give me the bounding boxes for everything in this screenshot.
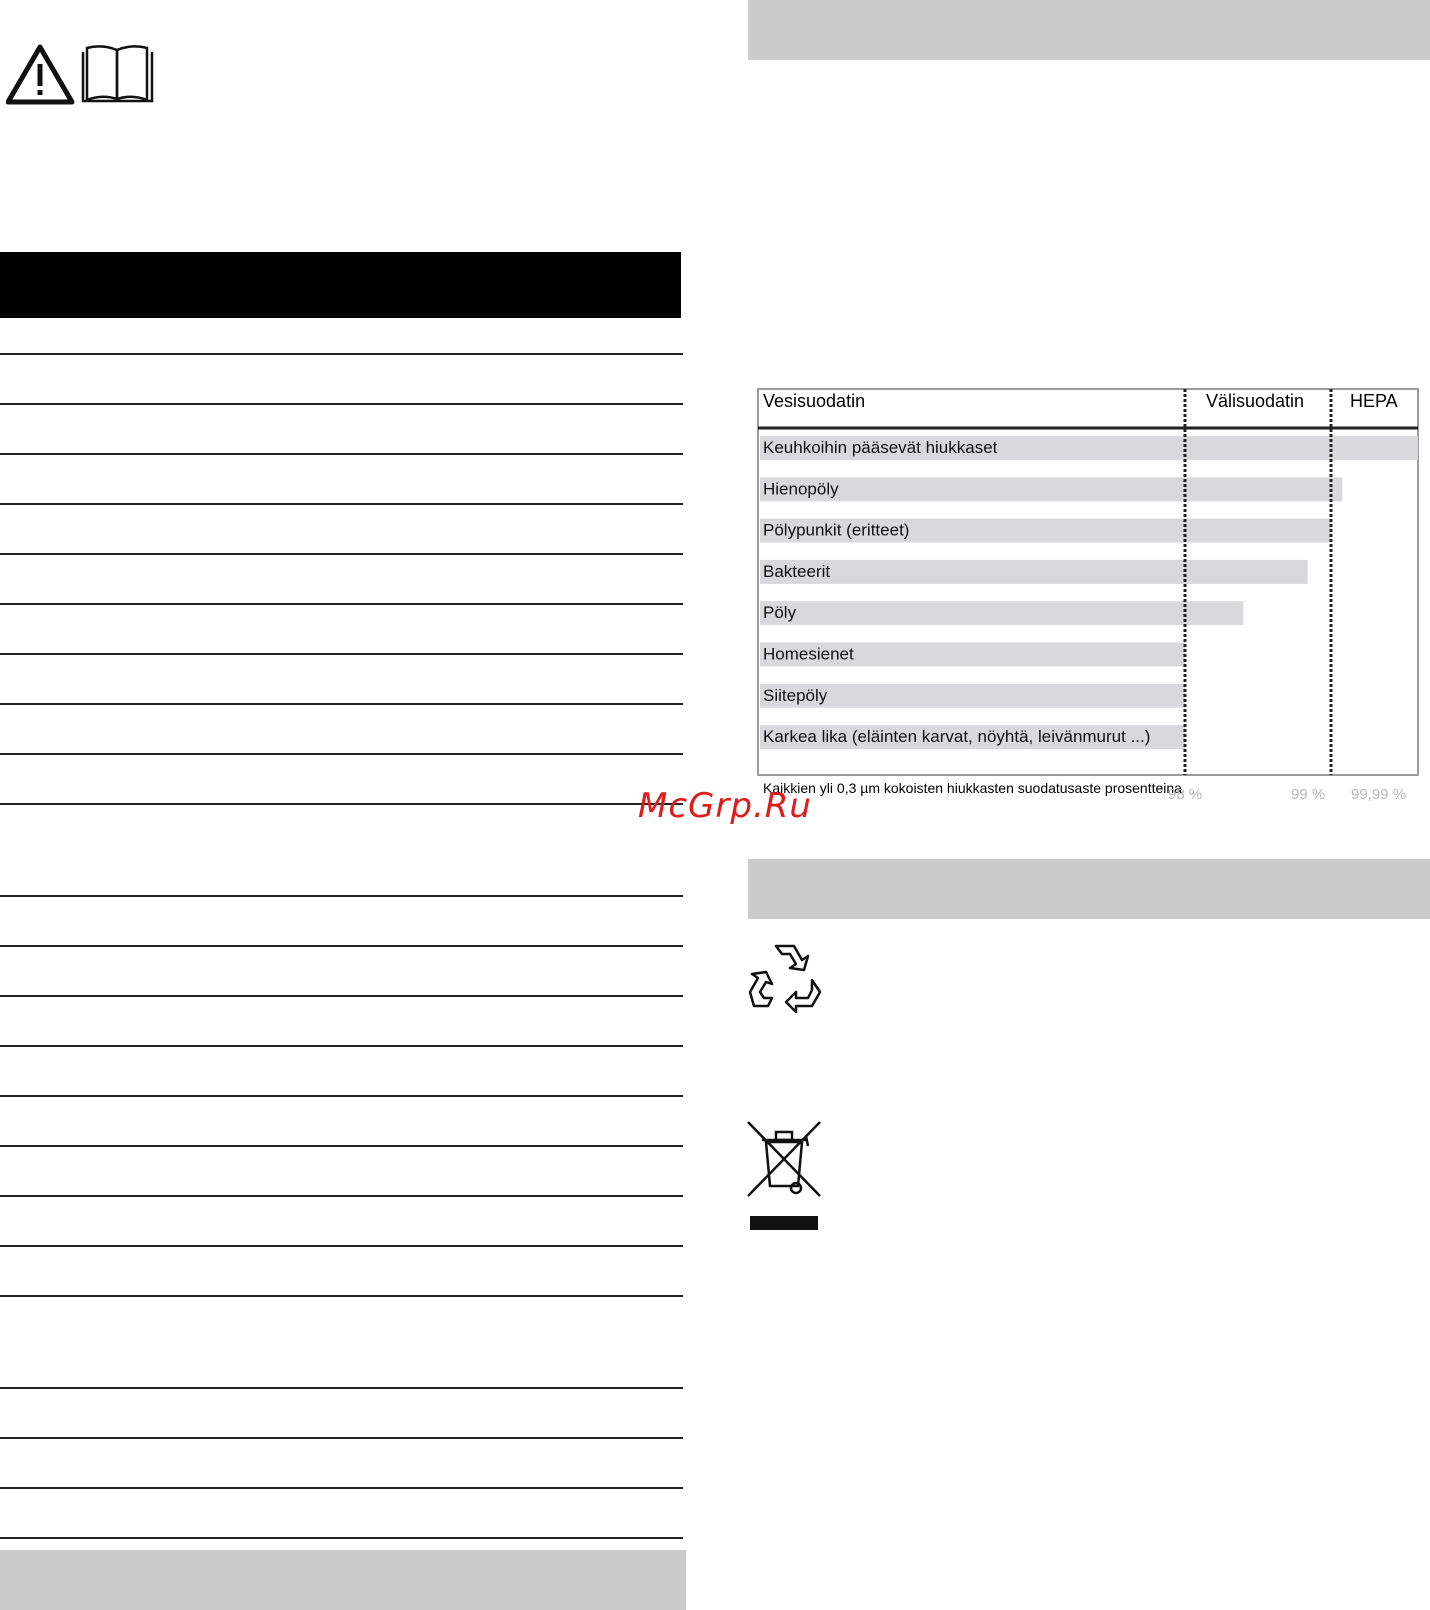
table-rule [0,1295,683,1297]
read-manual-book-icon [83,46,152,101]
column-header-hepa: HEPA [1350,391,1398,411]
table-rule [0,553,683,555]
table-rule [0,603,683,605]
weee-bin-icon [746,1120,824,1232]
table-rule [0,753,683,755]
table-rule [0,895,683,897]
warning-manual-icons [6,44,156,106]
table-rule [0,1537,683,1539]
table-rule [0,503,683,505]
table-rule [0,803,683,805]
watermark: McGrp.Ru [638,786,812,826]
chart-footnote-text: Kaikkien yli 0,3 µm kokoisten hiukkasten suodatusaste prosentteina [763,780,1182,796]
table-rule [0,1487,683,1489]
category-label-6: Homesienet [763,644,854,664]
category-label-7: Siitepöly [763,685,828,705]
category-label-1: Keuhkoihin pääsevät hiukkaset [763,438,998,457]
column-header-middle-filter: Välisuodatin [1206,391,1305,411]
table-rule [0,453,683,455]
table-rule [0,1195,683,1197]
bar-4 [760,560,1308,584]
category-label-5: Pöly [763,603,797,623]
warning-triangle-icon [8,47,72,102]
recycle-icon [748,940,822,1014]
table-rule [0,353,683,355]
category-label-3: Pölypunkit (eritteet) [763,520,910,540]
table-rule [0,945,683,947]
table-rule [0,403,683,405]
section-band-middle [748,859,1430,919]
table-rule [0,703,683,705]
weee-bar [750,1216,818,1230]
bar-2 [760,477,1342,501]
column-header-water-filter: Vesisuodatin [763,391,866,411]
footer-band [0,1550,686,1610]
table-rule [0,1045,683,1047]
percent-label-water: 98 % [1168,786,1203,803]
section-band-top [748,0,1430,60]
category-label-2: Hienopöly [763,479,839,499]
table-rule [0,1145,683,1147]
table-rule [0,653,683,655]
table-rule [0,1437,683,1439]
section-header-bar [0,252,681,318]
category-label-8: Karkea lika (eläinten karvat, nöyhtä, leivänmurut ...) [763,727,1151,747]
category-label-4: Bakteerit [763,561,831,581]
percent-label-middle: 99 % [1291,786,1326,803]
table-rule [0,1387,683,1389]
table-rule [0,1245,683,1247]
table-rule [0,1095,683,1097]
table-rule [0,995,683,997]
percent-label-hepa: 99,99 % [1351,786,1407,803]
bar-5 [760,601,1243,625]
filtration-chart [750,385,1430,815]
